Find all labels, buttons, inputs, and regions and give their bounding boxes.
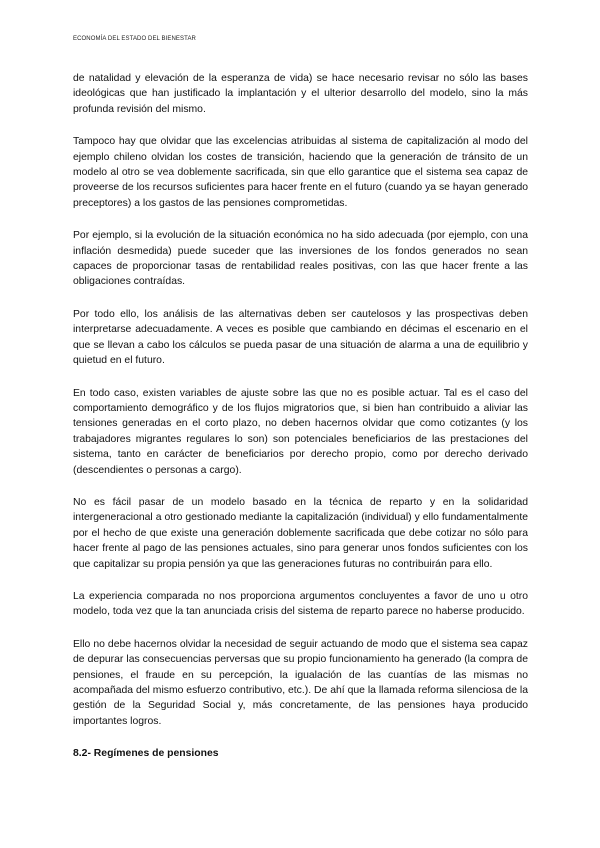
paragraph-8: Ello no debe hacernos olvidar la necesidad de seguir actuando de modo que el sistema sea capaz de depurar las consecuencias perversas que su propio funcionamiento ha generado (la compra de pensiones, el fraude en su percepción, la igualación de las cuantías de las mismas no acompañada del mismo esfuerzo contributivo, etc.). De ahí que la llamada reforma silenciosa de la gestión de la Seguridad Social y, más concretamente, de las pensiones haya producido importantes logros. (73, 638, 528, 727)
body-text (73, 71, 528, 761)
paragraph-3: Por ejemplo, si la evolución de la situación económica no ha sido adecuada (por ejemplo, con una inflación desmedida) puede suceder que las inversiones de los fondos generados no sean capaces de proporcionar tasas de rentabilidad reales positivas, con las que hacer frente a las obligaciones contraídas. (73, 230, 528, 288)
section-heading: 8.2- Regímenes de pensiones (73, 748, 219, 760)
running-header: ECONOMÍA DEL ESTADO DEL BIENESTAR (73, 36, 196, 42)
paragraph-2: Tampoco hay que olvidar que las excelencias atribuidas al sistema de capitalización al modo del ejemplo chileno olvidan los costes de transición, haciendo que la generación de tránsito de un modelo al otro se vea doblemente sacrificada, sin que ello garantice que el sistema sea capaz de proveerse de los recursos suficientes para hacer frente en el futuro (cuando ya se hayan generado preceptores) a los gastos de las pensiones comprometidas. (73, 136, 528, 209)
paragraph-4: Por todo ello, los análisis de las alternativas deben ser cautelosos y las prospectivas deben interpretarse adecuadamente. A veces es posible que cambiando en décimas el escenario en el que se llevan a cabo los cálculos se pueda pasar de una situación de alarma a una de equilibrio y quietud en el futuro. (73, 308, 528, 367)
paragraph-7: La experiencia comparada no nos proporciona argumentos concluyentes a favor de uno u otro modelo, toda vez que la tan anunciada crisis del sistema de reparto parece no haberse producido. (73, 590, 528, 618)
paragraph-1: de natalidad y elevación de la esperanza de vida) se hace necesario revisar no sólo las bases ideológicas que han justificado la implantación y el ulterior desarrollo del modelo, sino la más profunda revisión del mismo. (73, 73, 528, 115)
paragraph-6: No es fácil pasar de un modelo basado en la técnica de reparto y en la solidaridad intergeneracional a otro gestionado mediante la capitalización (individual) y ello fundamentalmente por el hecho de que existe una generación doblemente sacrificada que debe cotizar no sólo para hacer frente al pago de las pensiones actuales, sino para generar unos fondos suficientes con los que capitalizar su propia pensión ya que las generaciones futuras no contribuirán para ello. (73, 496, 528, 570)
paragraph-5: En todo caso, existen variables de ajuste sobre las que no es posible actuar. Tal es el caso del comportamiento demográfico y de los flujos migratorios que, si bien han contribuido a aliviar las tensiones generadas en el corto plazo, no deben hacernos olvidar que como cotizantes (y los trabajadores migrantes regulares lo son) son potenciales beneficiarios de las prestaciones del sistema, tanto en carácter de beneficiarios por derecho propio, como por derecho derivado (descendientes o personas a cargo). (73, 387, 528, 476)
